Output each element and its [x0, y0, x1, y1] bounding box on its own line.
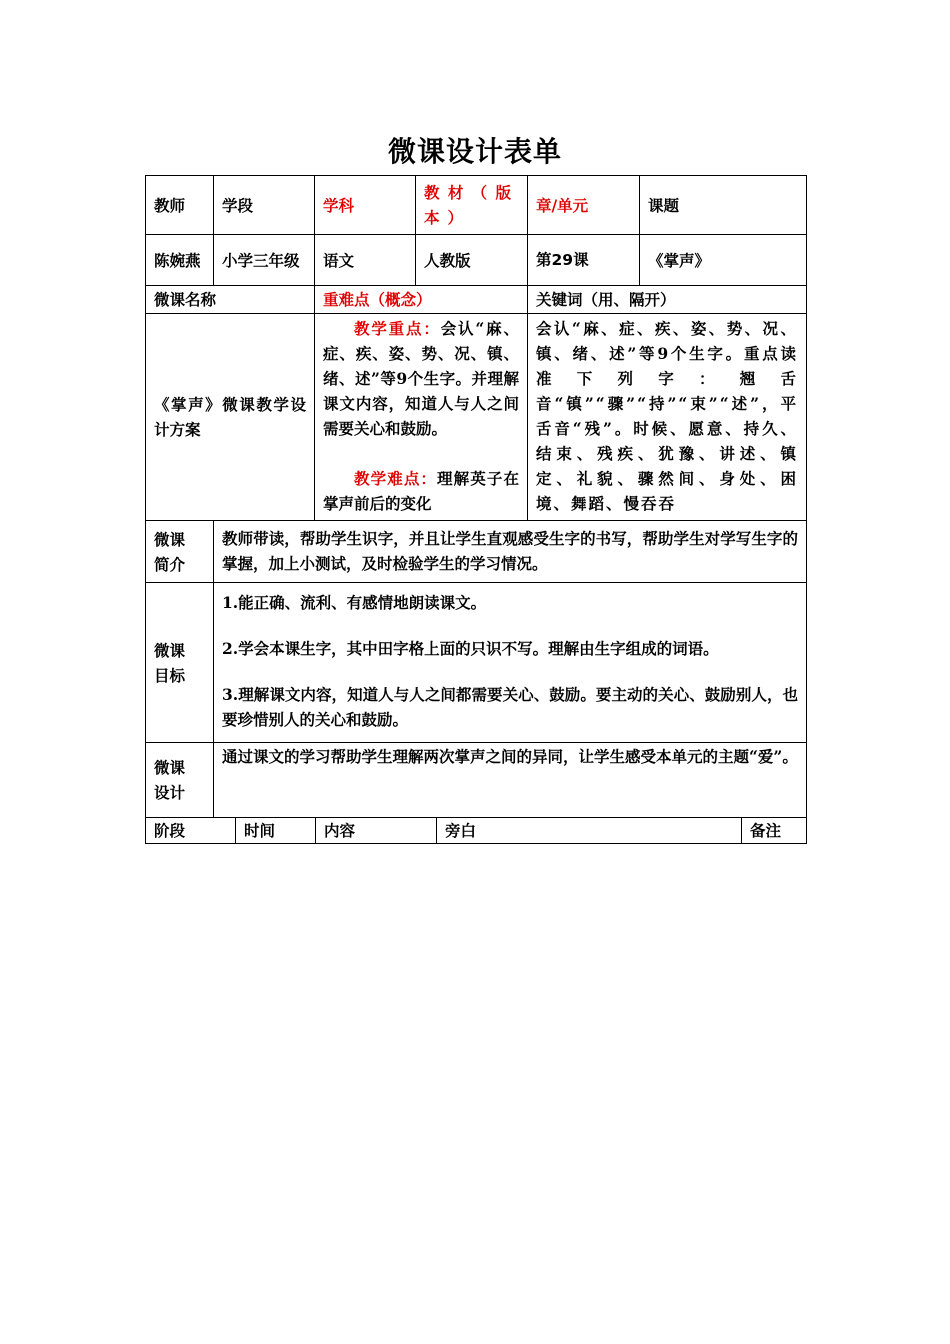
keypoint-label: 重难点（概念）: [315, 286, 528, 314]
difficulty-paragraph: [323, 466, 519, 516]
topic-value: 《掌声》: [640, 235, 807, 286]
goals-label-line2: 目标: [154, 665, 186, 685]
difficulty-label: 教学难点：: [354, 469, 438, 488]
chapter-value: 第29课: [528, 235, 640, 286]
keywords-label: 关键词（用、隔开）: [528, 286, 807, 314]
concept-row: [146, 314, 807, 521]
goal-item: 2.学会本课生字，其中田字格上面的只识不写。理解由生字组成的词语。: [222, 639, 719, 658]
chapter-header: 章/单元: [528, 176, 640, 235]
header-row: [146, 176, 807, 235]
keypoint-cell: [315, 314, 528, 521]
phase-header: 阶段: [146, 818, 236, 844]
intro-text: 教师带读，帮助学生识字，并且让学生直观感受生字的书写，帮助学生对学写生字的掌握，加上小测试，及时检验学生的学习情况。: [214, 521, 807, 583]
design-text: 通过课文的学习帮助学生理解两次掌声之间的异同，让学生感受本单元的主题“爱”。: [214, 743, 807, 818]
lesson-name-value: 《掌声》微课教学设计方案: [146, 314, 315, 521]
stage-table: [145, 818, 807, 844]
design-label-line2: 设计: [154, 783, 186, 802]
teacher-name: 陈婉燕: [146, 235, 214, 286]
topic-header: 课题: [640, 176, 807, 235]
intro-label: [146, 521, 214, 583]
difficulty-text: 理解英子在掌声前后的变化: [323, 469, 519, 513]
lesson-info-table: [145, 175, 807, 818]
goal-item: 1.能正确、流利、有感情地朗读课文。: [222, 593, 487, 612]
concept-header-row: [146, 286, 807, 314]
focus-label: 教学重点：: [354, 319, 441, 338]
textbook-header: 教材（版本）: [416, 176, 528, 235]
goals-label-line1: 微课: [154, 640, 186, 660]
textbook-value: 人教版: [416, 235, 528, 286]
subject-header: 学科: [315, 176, 416, 235]
time-header: 时间: [236, 818, 316, 844]
intro-label-line2: 简介: [154, 554, 186, 574]
stage-header-row: [146, 818, 807, 844]
design-label: [146, 743, 214, 818]
focus-text: 会认“麻、症、疾、姿、势、况、镇、绪、述”等9个生字。并理解课文内容，知道人与人之间需要关心和鼓励。: [323, 319, 519, 438]
stage-header: 学段: [214, 176, 315, 235]
subject-value: 语文: [315, 235, 416, 286]
goal-item: 3.理解课文内容，知道人与人之间都需要关心、鼓励。要主动的关心、鼓励别人，也要珍惜别人的关心和鼓励。: [222, 685, 798, 729]
intro-row: [146, 521, 807, 583]
intro-label-line1: 微课: [154, 529, 186, 549]
keywords-value: 会认“麻、症、疾、姿、势、况、镇、绪、述”等9个生字。重点读准下列字：翘舌音“镇”“骤”“持”“束”“述”，平舌音“残”。时候、愿意、持久、结束、残疾、犹豫、讲述、镇定、礼貌、骤然间、身处、困境、舞蹈、慢吞吞: [528, 314, 807, 521]
lesson-design-form: [145, 175, 806, 844]
goals-row: [146, 583, 807, 743]
info-row: [146, 235, 807, 286]
teacher-header: 教师: [146, 176, 214, 235]
remarks-header: 备注: [742, 818, 807, 844]
page-title: 微课设计表单: [387, 135, 562, 168]
content-header: 内容: [316, 818, 437, 844]
goals-label: [146, 583, 214, 743]
design-label-line1: 微课: [154, 758, 186, 777]
focus-paragraph: [323, 316, 519, 441]
narration-header: 旁白: [437, 818, 742, 844]
stage-value: 小学三年级: [214, 235, 315, 286]
design-row: [146, 743, 807, 818]
lesson-name-label: 微课名称: [146, 286, 315, 314]
goals-list: [214, 583, 807, 743]
